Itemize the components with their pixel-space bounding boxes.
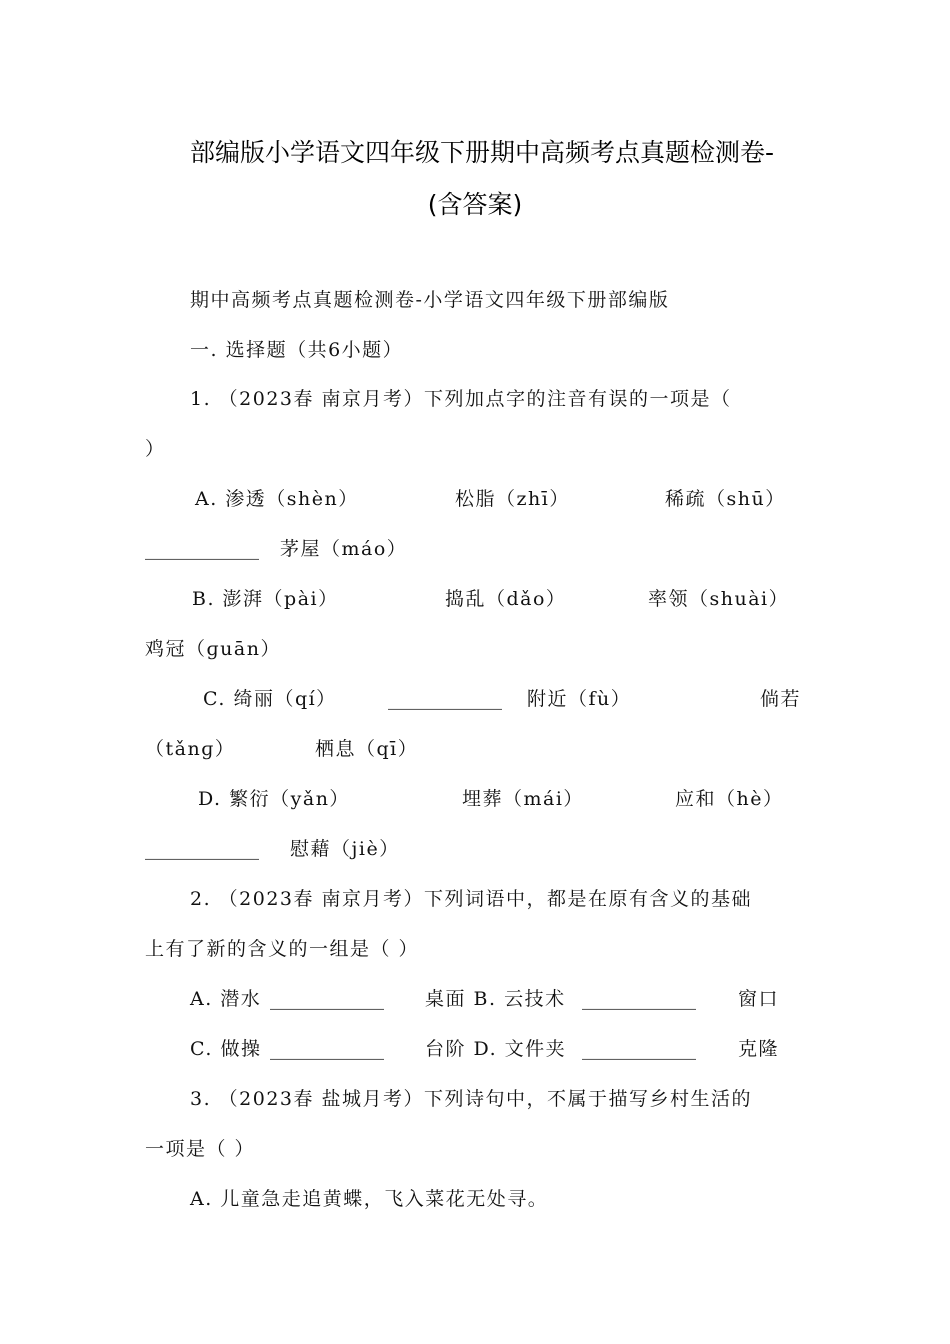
section-heading: 一. 选择题（共6小题） [190,339,404,361]
q2-row2-c: 克隆 [738,1038,780,1060]
q2-row2-b: 台阶 D. 文件夹 [425,1038,567,1060]
q1-option-d-1: D. 繁衍（yǎn） [198,788,350,810]
q2-stem-2: 上有了新的含义的一组是（ ） [145,938,420,960]
q1-option-d-3: 应和（hè） [675,788,784,810]
document-title-line1: 部编版小学语文四年级下册期中高频考点真题检测卷- [190,138,775,167]
subtitle: 期中高频考点真题检测卷-小学语文四年级下册部编版 [190,289,670,311]
q1-option-b-2: 捣乱（dǎo） [445,588,567,610]
q1-option-d-2: 埋葬（mái） [462,788,584,810]
q1-stem: 1. （2023春 南京月考）下列加点字的注音有误的一项是（ [190,388,732,410]
q3-stem-2: 一项是（ ） [145,1138,256,1160]
q1-option-c-blank: ____________ [388,688,502,710]
q1-option-c-4: 栖息（qī） [315,738,419,760]
q1-option-c-1: C. 绮丽（qí） [203,688,337,710]
q2-stem: 2. （2023春 南京月考）下列词语中，都是在原有含义的基础 [190,888,753,910]
q1-option-a-3: 稀疏（shū） [665,488,786,510]
q2-row2-a: C. 做操 [190,1038,262,1060]
q3-option-a: A. 儿童急走追黄蝶，飞入菜花无处寻。 [190,1188,549,1210]
q1-option-c-3: 倘若 [760,688,802,710]
q2-row2-blank2: ____________ [582,1038,696,1060]
document-title-line2: (含答案) [427,190,523,219]
q1-option-a-1: A. 渗透（shèn） [195,488,359,510]
q1-stem-end: ） [145,438,166,460]
q1-option-d-blank: ____________ [145,838,259,860]
q1-option-a-2: 松脂（zhī） [455,488,570,510]
q1-option-b-1: B. 澎湃（pài） [192,588,339,610]
q1-option-a-4: 茅屋（máo） [280,538,408,560]
q1-option-c-2: 附近（fù） [527,688,632,710]
q1-option-b-4: 鸡冠（ɡuān） [145,638,281,660]
q2-row1-b: 桌面 B. 云技术 [425,988,566,1010]
q1-option-b-3: 率领（shuài） [648,588,790,610]
q1-option-d-4: 慰藉（jiè） [290,838,400,860]
q2-row1-a: A. 潜水 [190,988,262,1010]
q2-row1-c: 窗口 [738,988,780,1010]
q3-stem: 3. （2023春 盐城月考）下列诗句中，不属于描写乡村生活的 [190,1088,753,1110]
q2-row1-blank2: ____________ [582,988,696,1010]
q2-row1-blank1: ____________ [270,988,384,1010]
q1-option-a-blank: ____________ [145,538,259,560]
q1-option-c-3b: （tǎnɡ） [145,738,236,760]
q2-row2-blank1: ____________ [270,1038,384,1060]
